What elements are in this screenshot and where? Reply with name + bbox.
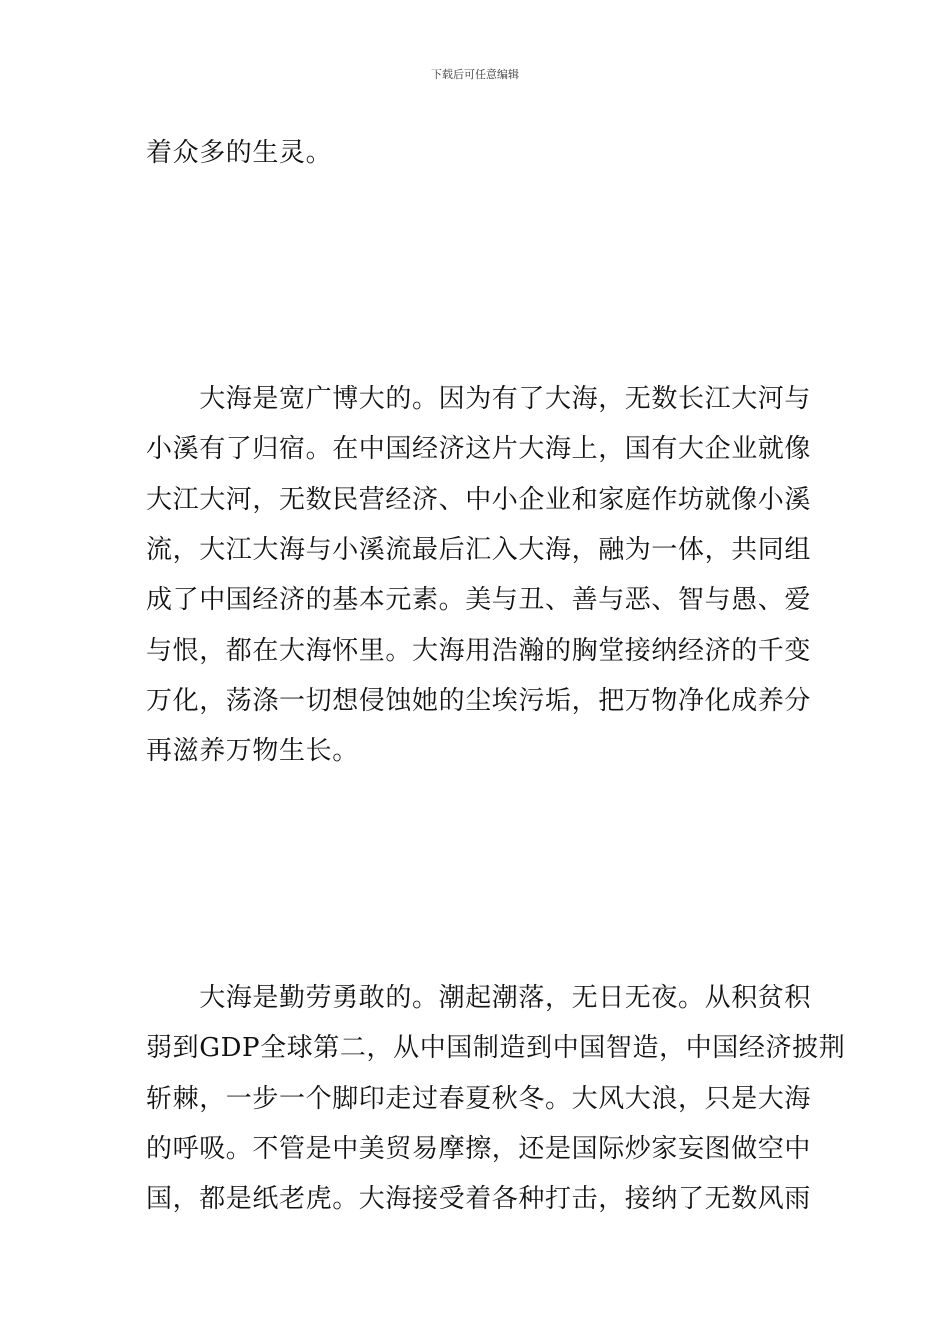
text-line: 的呼吸。不管是中美贸易摩擦，还是国际炒家妄图做空中: [146, 1134, 812, 1164]
text-line: 再滋养万物生长。: [146, 736, 359, 766]
text-line: 着众多的生灵。: [146, 138, 333, 168]
text-line: 斩棘，一步一个脚印走过春夏秋冬。大风大浪，只是大海: [146, 1084, 812, 1114]
text-line: 成了中国经济的基本元素。美与丑、善与恶、智与愚、爱: [146, 585, 812, 615]
page-header: 下载后可任意编辑: [431, 68, 519, 81]
text-line: 与恨，都在大海怀里。大海用浩瀚的胸堂接纳经济的千变: [146, 636, 812, 666]
text-line: 大江大河，无数民营经济、中小企业和家庭作坊就像小溪: [146, 485, 812, 515]
text-line: 小溪有了归宿。在中国经济这片大海上，国有大企业就像: [146, 434, 812, 464]
text-line: 大海是勤劳勇敢的。潮起潮落，无日无夜。从积贫积: [146, 983, 812, 1013]
text-line: 国，都是纸老虎。大海接受着各种打击，接纳了无数风雨: [146, 1184, 812, 1214]
text-line: 弱到GDP全球第二，从中国制造到中国智造，中国经济披荆: [146, 1033, 846, 1063]
text-line: 万化，荡涤一切想侵蚀她的尘埃污垢，把万物净化成养分: [146, 686, 812, 716]
text-line: 大海是宽广博大的。因为有了大海，无数长江大河与: [146, 384, 812, 414]
text-line: 流，大江大海与小溪流最后汇入大海，融为一体，共同组: [146, 535, 812, 565]
